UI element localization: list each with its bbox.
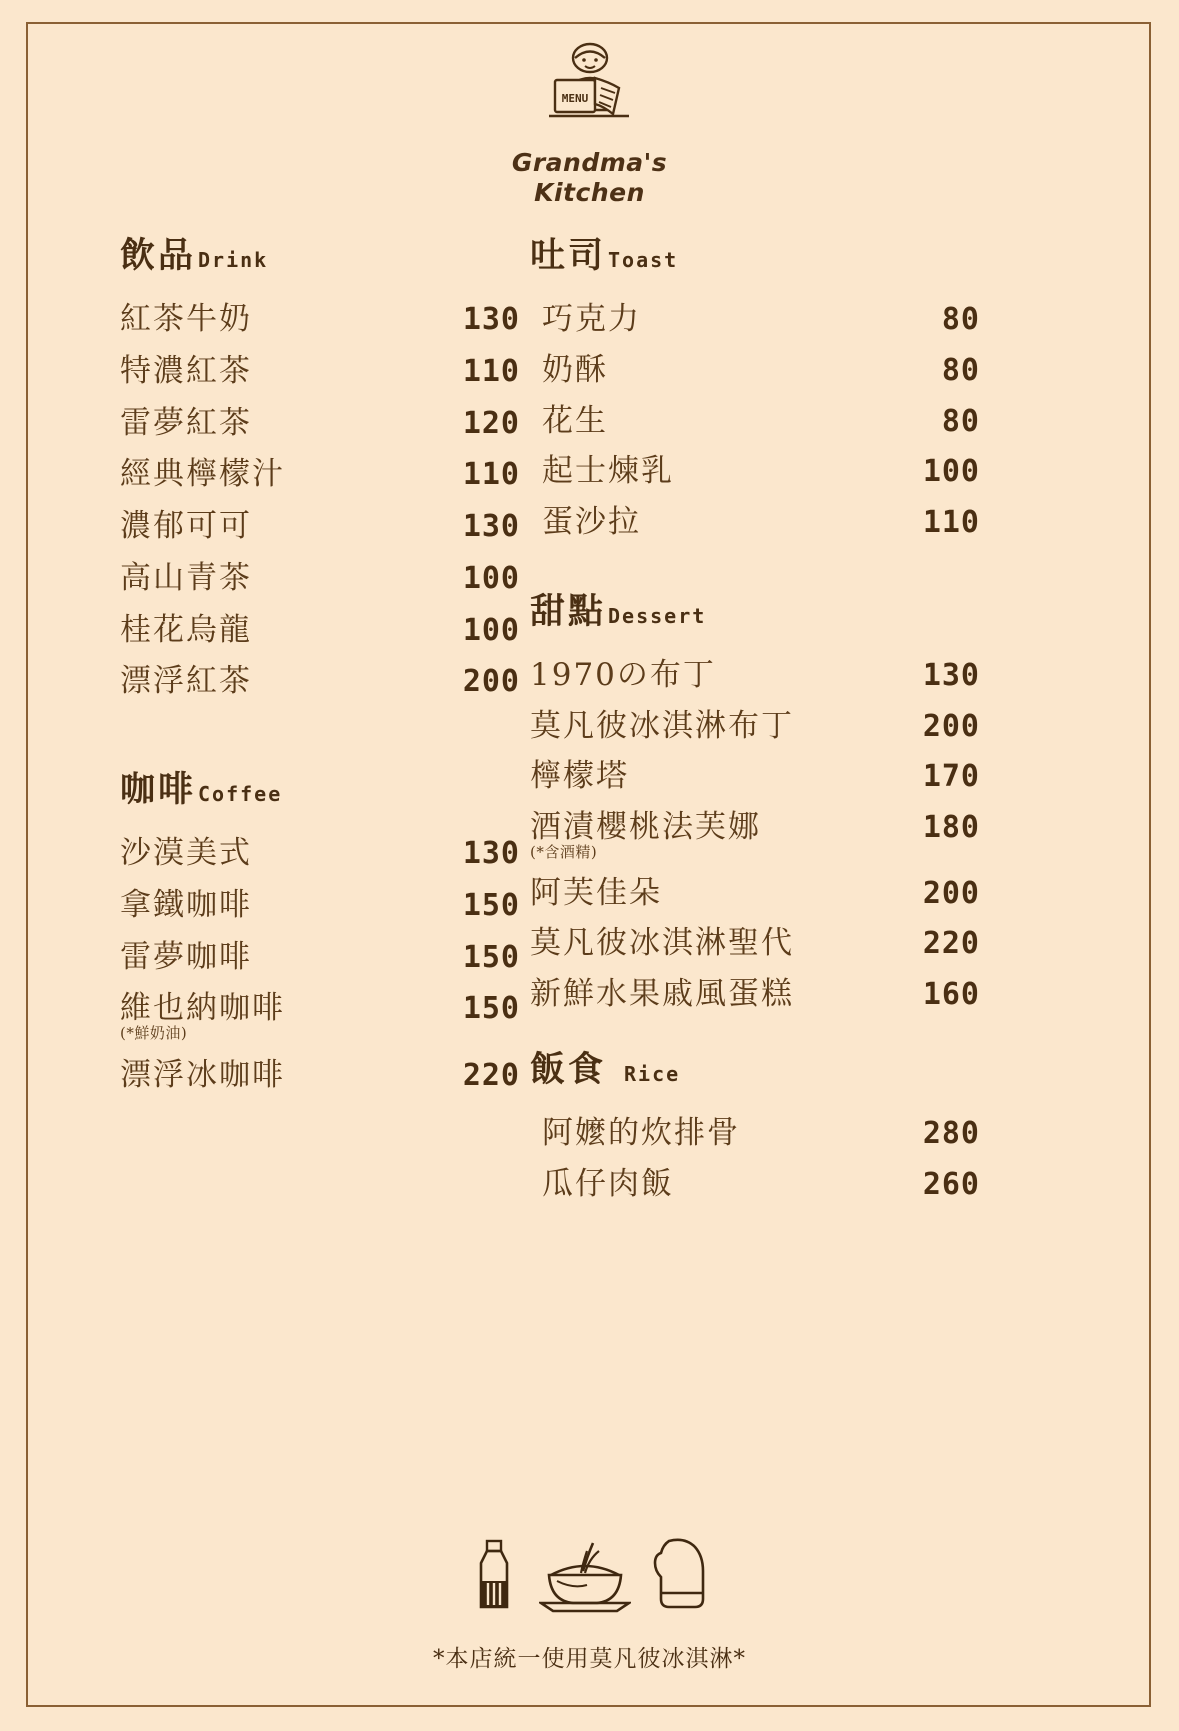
section-title-en: Toast	[608, 248, 679, 272]
section-title-en: Coffee	[198, 782, 283, 806]
item-name: 巧克力	[542, 301, 641, 337]
chef-reading-menu-icon	[525, 42, 655, 142]
item-price: 170	[922, 759, 980, 795]
spacer	[530, 1026, 980, 1042]
menu-columns	[0, 228, 1179, 1458]
menu-item	[120, 352, 520, 391]
item-note: (*含酒精)	[530, 842, 598, 861]
item-list-dessert	[530, 656, 980, 1014]
menu-item	[542, 452, 980, 491]
item-name: 莫凡彼冰淇淋聖代	[530, 925, 794, 962]
section-title-zh: 飯食	[530, 1048, 607, 1090]
menu-column-right	[530, 228, 980, 1215]
item-name: 經典檸檬汁	[120, 456, 285, 493]
menu-item	[542, 503, 980, 542]
item-price: 110	[462, 353, 520, 389]
menu-item	[120, 938, 520, 977]
item-name: 莫凡彼冰淇淋布丁	[530, 707, 794, 744]
item-note: (*鮮奶油)	[120, 1024, 188, 1042]
item-price: 150	[462, 939, 520, 975]
menu-item	[120, 662, 520, 701]
menu-item	[530, 757, 980, 796]
section-heading-drink	[120, 228, 520, 278]
item-name: 雷夢紅茶	[120, 404, 252, 441]
menu-item	[120, 886, 520, 925]
brand-line-2: Kitchen	[534, 177, 645, 207]
brand-line-1: Grandma's	[511, 148, 668, 177]
footer-icon-row	[0, 1535, 1179, 1613]
item-price: 130	[922, 657, 980, 693]
menu-item	[542, 300, 980, 339]
menu-item	[542, 351, 980, 390]
item-list-coffee	[120, 834, 520, 1095]
section-heading-toast	[530, 228, 980, 278]
item-price: 110	[922, 505, 980, 540]
menu-item	[530, 874, 980, 913]
section-title-en: Rice	[624, 1061, 681, 1086]
item-name: 濃郁可可	[120, 508, 252, 544]
section-dessert	[530, 584, 980, 1014]
menu-item	[120, 611, 520, 650]
menu-column-left	[120, 228, 520, 1108]
item-price: 110	[462, 457, 520, 493]
item-name: 蛋沙拉	[542, 504, 641, 540]
item-name: 1970の布丁	[530, 656, 716, 693]
item-price: 130	[462, 836, 520, 871]
item-price: 80	[941, 403, 980, 439]
item-name: 阿芙佳朵	[530, 874, 662, 911]
menu-item	[120, 989, 520, 1043]
oven-mitt-icon	[653, 1535, 709, 1613]
item-price: 120	[462, 405, 520, 441]
section-drink	[120, 228, 520, 701]
mixing-bowl-whisk-icon	[539, 1537, 631, 1613]
item-name: 阿嬤的炊排骨	[542, 1114, 740, 1151]
section-title-en: Drink	[198, 248, 269, 272]
item-name: 拿鐵咖啡	[120, 886, 252, 923]
item-price: 160	[922, 977, 980, 1012]
section-title-en: Dessert	[608, 603, 707, 628]
menu-item	[120, 559, 520, 598]
item-name: 特濃紅茶	[120, 352, 252, 389]
item-price: 180	[922, 810, 980, 845]
section-coffee	[120, 762, 520, 1095]
item-name: 漂浮紅茶	[120, 663, 252, 700]
section-toast	[530, 228, 980, 542]
menu-item	[120, 1056, 520, 1095]
menu-item	[530, 656, 980, 695]
menu-item	[120, 834, 520, 873]
menu-item	[542, 402, 980, 441]
section-heading-rice	[530, 1042, 980, 1092]
section-heading-dessert	[530, 584, 980, 634]
menu-item	[542, 1165, 980, 1204]
item-price: 260	[922, 1166, 980, 1202]
item-price: 150	[462, 887, 520, 923]
menu-item	[530, 808, 980, 862]
item-name: 瓜仔肉飯	[542, 1165, 674, 1202]
milk-bottle-icon	[471, 1537, 517, 1613]
item-price: 100	[922, 454, 980, 490]
menu-item	[120, 507, 520, 546]
section-title-zh: 咖啡	[120, 769, 197, 810]
item-price: 220	[462, 1057, 520, 1093]
spacer	[120, 714, 520, 762]
item-name	[120, 989, 285, 1043]
item-price: 130	[462, 302, 520, 337]
menu-item	[120, 300, 520, 339]
item-price: 200	[922, 875, 980, 911]
section-heading-coffee	[120, 762, 520, 812]
item-list-rice	[530, 1114, 980, 1204]
menu-item	[530, 975, 980, 1014]
item-name: 紅茶牛奶	[120, 301, 252, 337]
item-price: 80	[941, 352, 980, 388]
item-name: 檸檬塔	[530, 758, 629, 795]
menu-item	[120, 404, 520, 443]
footer-note: *本店統一使用莫凡彼冰淇淋*	[433, 1646, 746, 1672]
section-title-zh: 飲品	[120, 235, 197, 276]
item-price: 130	[462, 509, 520, 544]
section-title-zh: 吐司	[530, 235, 607, 276]
spacer	[530, 554, 980, 584]
menu-header	[0, 42, 1179, 207]
item-name	[530, 808, 761, 862]
section-title-zh: 甜點	[530, 590, 607, 632]
item-price: 100	[462, 612, 520, 648]
item-list-toast	[530, 300, 980, 542]
menu-item	[542, 1114, 980, 1153]
item-name: 漂浮冰咖啡	[120, 1056, 285, 1093]
item-price: 220	[922, 926, 980, 962]
item-price: 200	[922, 708, 980, 744]
item-price: 200	[462, 664, 520, 700]
item-name: 高山青茶	[120, 559, 252, 596]
section-rice	[530, 1042, 980, 1204]
item-name-text: 酒漬櫻桃法芙娜	[530, 809, 761, 845]
item-price: 80	[941, 302, 980, 337]
item-name: 桂花烏龍	[120, 611, 252, 648]
menu-item	[530, 707, 980, 746]
menu-item	[120, 455, 520, 494]
item-list-drink	[120, 300, 520, 701]
item-name: 花生	[542, 402, 608, 439]
item-name: 新鮮水果戚風蛋糕	[530, 976, 794, 1012]
item-price: 100	[462, 560, 520, 596]
menu-item	[530, 924, 980, 963]
brand-name	[0, 148, 1179, 207]
item-price: 150	[462, 991, 520, 1027]
item-name: 奶酥	[542, 351, 608, 388]
item-name: 起士煉乳	[542, 453, 674, 490]
item-name: 雷夢咖啡	[120, 938, 252, 975]
item-name: 沙漠美式	[120, 835, 252, 871]
menu-board-label: MENU	[561, 92, 588, 105]
item-name-text: 維也納咖啡	[120, 990, 285, 1027]
item-price: 280	[922, 1115, 980, 1151]
